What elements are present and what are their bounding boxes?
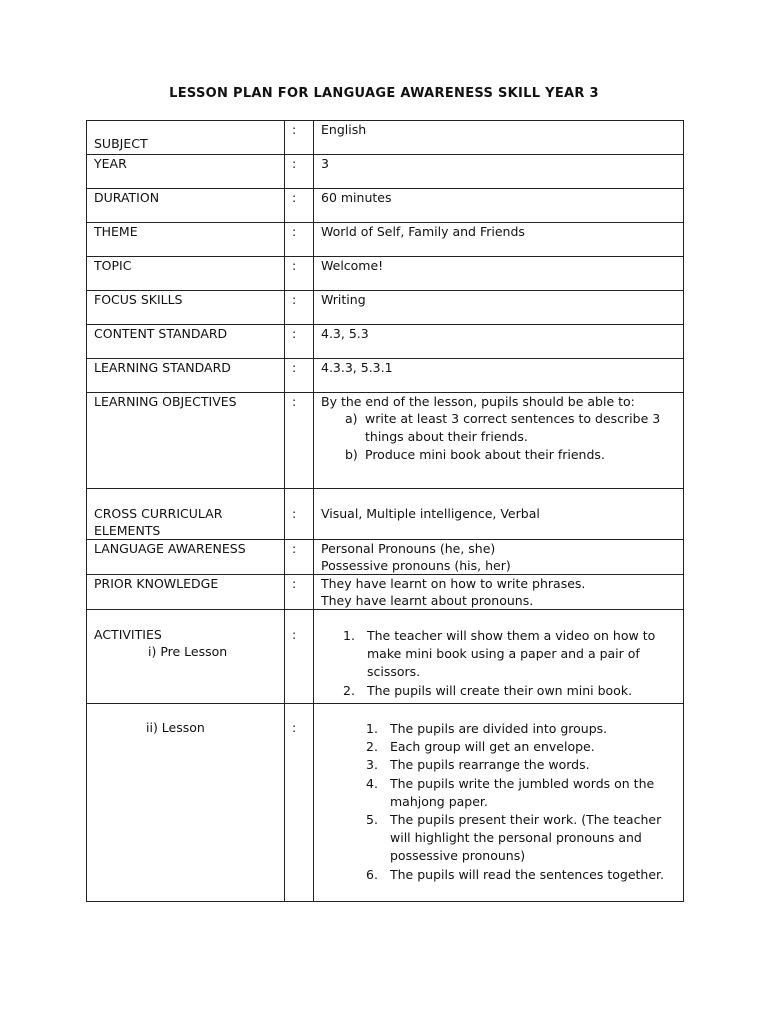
value-cross-curricular: Visual, Multiple intelligence, Verbal xyxy=(314,489,684,540)
value-language-awareness: Personal Pronouns (he, she) Possessive pronouns (his, her) xyxy=(314,540,684,575)
list-item: 2. The pupils will create their own mini book. xyxy=(343,682,633,698)
colon: : xyxy=(285,325,314,359)
list-item: 1. The teacher will show them a video on how to make mini book using a paper and a pair of scissors. xyxy=(343,628,656,680)
list-item: b) Produce mini book about their friends. xyxy=(345,447,605,462)
colon: : xyxy=(285,155,314,189)
lesson-list xyxy=(321,720,683,884)
row-lesson xyxy=(87,704,684,902)
value-topic: Welcome! xyxy=(314,257,684,291)
list-item: 1. The pupils are divided into groups. xyxy=(366,721,608,736)
row-language-awareness xyxy=(87,540,684,575)
label-lesson: ii) Lesson xyxy=(87,704,285,902)
row-cross-curricular xyxy=(87,489,684,540)
value-focus-skills: Writing xyxy=(314,291,684,325)
colon: : xyxy=(285,257,314,291)
colon: : xyxy=(285,223,314,257)
value-subject: English xyxy=(314,121,684,155)
value-theme: World of Self, Family and Friends xyxy=(314,223,684,257)
value-lesson xyxy=(314,704,684,902)
label-learning-standard: LEARNING STANDARD xyxy=(87,359,285,393)
label-cross-curricular: CROSS CURRICULAR ELEMENTS xyxy=(87,489,285,540)
row-prior-knowledge xyxy=(87,575,684,610)
colon: : xyxy=(285,610,314,704)
list-item: 2. Each group will get an envelope. xyxy=(366,739,595,755)
label-theme: THEME xyxy=(87,223,285,257)
row-theme xyxy=(87,223,684,257)
list-item: 4. The pupils write the jumbled words on the mahjong paper. xyxy=(366,775,655,809)
row-content-standard xyxy=(87,325,684,359)
colon: : xyxy=(285,359,314,393)
label-activities: ACTIVITIES i) Pre Lesson xyxy=(87,610,285,704)
value-learning-objectives xyxy=(314,393,684,489)
row-focus-skills xyxy=(87,291,684,325)
row-duration xyxy=(87,189,684,223)
colon: : xyxy=(285,704,314,902)
list-item: 3. The pupils rearrange the words. xyxy=(366,757,590,773)
value-duration: 60 minutes xyxy=(314,189,684,223)
label-year: YEAR xyxy=(87,155,285,189)
row-subject xyxy=(87,121,684,155)
colon: : xyxy=(285,575,314,610)
label-learning-objectives: LEARNING OBJECTIVES xyxy=(87,393,285,489)
colon: : xyxy=(285,189,314,223)
pre-lesson-label: i) Pre Lesson xyxy=(148,644,228,659)
label-language-awareness: LANGUAGE AWARENESS xyxy=(87,540,285,575)
colon: : xyxy=(285,291,314,325)
row-topic xyxy=(87,257,684,291)
value-prior-knowledge: They have learnt on how to write phrases. They have learnt about pronouns. xyxy=(314,575,684,610)
value-learning-standard: 4.3.3, 5.3.1 xyxy=(314,359,684,393)
label-content-standard: CONTENT STANDARD xyxy=(87,325,285,359)
lesson-plan-table xyxy=(86,120,684,902)
value-activities xyxy=(314,610,684,704)
objectives-list xyxy=(321,410,683,464)
label-focus-skills: FOCUS SKILLS xyxy=(87,291,285,325)
colon: : xyxy=(285,489,314,540)
label-duration: DURATION xyxy=(87,189,285,223)
value-year: 3 xyxy=(314,155,684,189)
label-topic: TOPIC xyxy=(87,257,285,291)
colon: : xyxy=(285,121,314,155)
colon: : xyxy=(285,540,314,575)
row-learning-objectives xyxy=(87,393,684,489)
label-prior-knowledge: PRIOR KNOWLEDGE xyxy=(87,575,285,610)
colon: : xyxy=(285,393,314,489)
row-activities xyxy=(87,610,684,704)
pre-lesson-list xyxy=(321,627,683,700)
objectives-intro: By the end of the lesson, pupils should be able to: xyxy=(321,394,635,409)
row-year xyxy=(87,155,684,189)
page-title: LESSON PLAN FOR LANGUAGE AWARENESS SKILL YEAR 3 xyxy=(169,86,599,101)
list-item: 6. The pupils will read the sentences together. xyxy=(366,866,665,882)
value-content-standard: 4.3, 5.3 xyxy=(314,325,684,359)
list-item: 5. The pupils present their work. (The teacher will highlight the personal pronouns and possessive pronouns) xyxy=(366,812,662,864)
list-item: a) write at least 3 correct sentences to describe 3 things about their friends. xyxy=(345,411,661,444)
label-subject: SUBJECT xyxy=(87,121,285,155)
row-learning-standard xyxy=(87,359,684,393)
